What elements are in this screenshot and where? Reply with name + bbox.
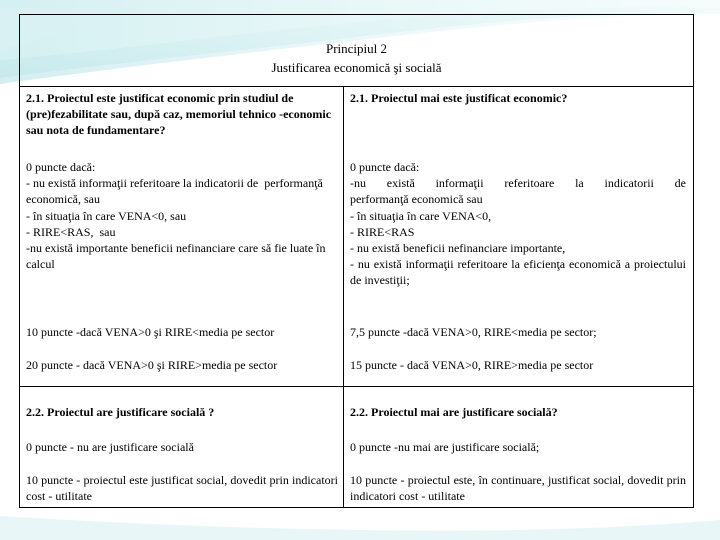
section1-right-zero-points: 0 puncte dacă: -nu există informaţii referitoare la indicatorii de performanţă economică sau - în situaţia în care VENA<0, - RIRE<RAS - nu există beneficii nefinanciare importante, - nu există informaţii referitoare la eficienţa economică a proiectului de investiţii; [350,160,686,288]
section1-right-heading: 2.1. Proiectul mai este justificat economic? [350,91,568,105]
section2-left-zero-points: 0 puncte - nu are justificare socială [26,440,194,454]
section1-right-ten-points: 7,5 puncte -dacă VENA>0, RIRE<media pe sector; [350,325,597,339]
title-principle: Principiul 2 [325,41,388,56]
title-box [20,15,693,87]
content-frame [19,14,694,508]
column-divider [343,86,344,507]
section2-right-heading: 2.2. Proiectul mai are justificare socială? [350,405,558,419]
section1-left-twenty-points: 20 puncte - dacă VENA>0 şi RIRE>media pe sector [26,358,278,372]
section2-left-ten-points: 10 puncte - proiectul este justificat social, dovedit prin indicatori cost - utilitate [26,473,341,504]
scoring-table [20,86,693,507]
section1-left-zero-points: 0 puncte dacă: - nu există informaţii referitoare la indicatorii de performanţă economică, sau - în situaţia în care VENA<0, sau - RIRE<RAS, sau -nu există importante beneficii nefinanciare care să fie luate în calcul [26,160,326,272]
section2-right-ten-points: 10 puncte - proiectul este, în continuare, justificat social, dovedit prin indicatori cost - utilitate [350,473,689,504]
section1-right-twenty-points: 15 puncte - dacă VENA>0, RIRE>media pe sector [350,358,594,372]
section-divider [20,386,693,387]
section1-left-heading: 2.1. Proiectul este justificat economic prin studiul de (pre)fezabilitate sau, după caz, memoriul tehnico -economic sau nota de fundamentare? [26,91,335,138]
section2-right-zero-points: 0 puncte -nu mai are justificare socială; [350,440,540,454]
section1-left-ten-points: 10 puncte -dacă VENA>0 şi RIRE<media pe sector [26,325,275,339]
title-subtitle: Justificarea economică şi socială [271,60,442,75]
section2-left-heading: 2.2. Proiectul are justificare socială ? [26,405,215,419]
